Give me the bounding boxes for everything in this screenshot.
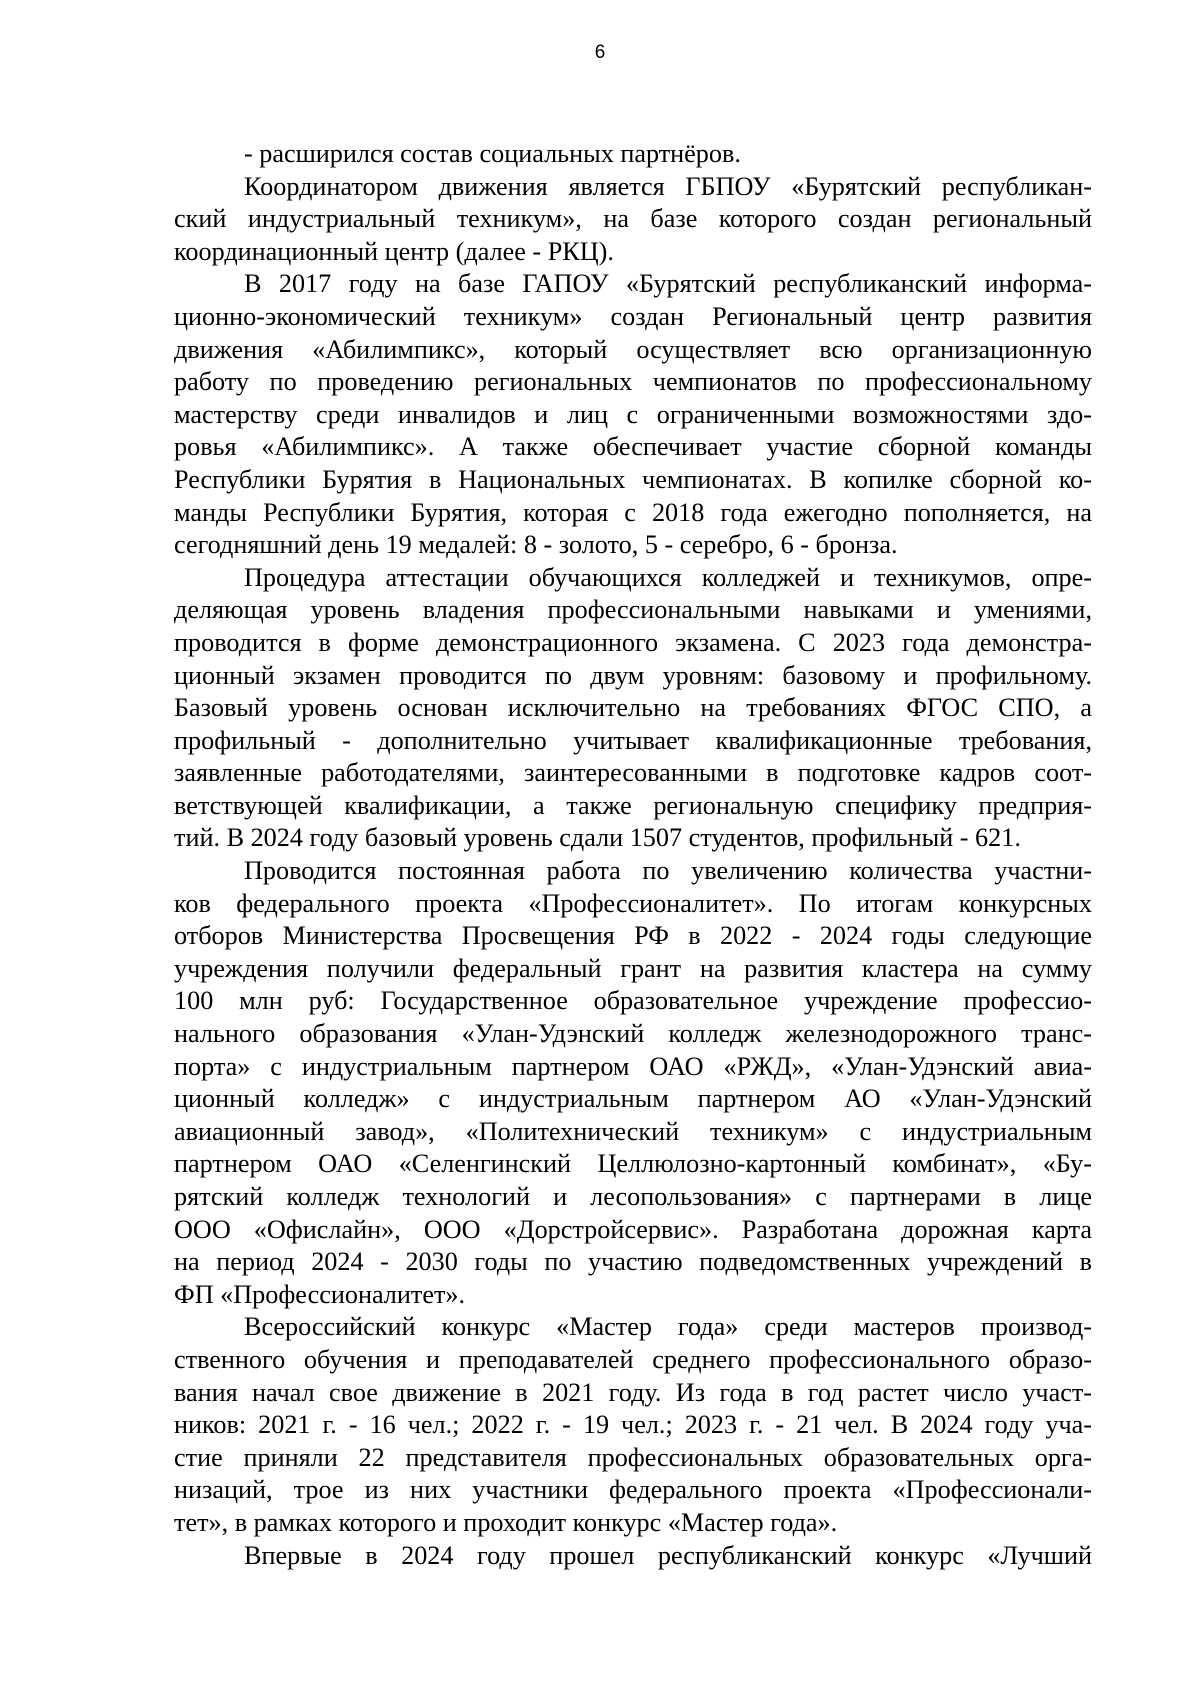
text-line: отборов Министерства Просвещения РФ в 2022 - 2024 годы следующие [174, 921, 1092, 951]
text-line: стие приняли 22 представителя профессиональных образовательных орга- [174, 1442, 1092, 1472]
text-line: проводится в форме демонстрационного экзамена. С 2023 года демонстра- [174, 627, 1092, 657]
text-line: Базовый уровень основан исключительно на требованиях ФГОС СПО, а [174, 693, 1092, 723]
text-line: низаций, трое из них участники федерального проекта «Профессионали- [174, 1475, 1092, 1505]
text-line: 100 млн руб: Государственное образовательное учреждение профессио- [174, 986, 1092, 1016]
text-line: рятский колледж технологий и лесопользования» с партнерами в лице [174, 1182, 1092, 1211]
text-line: вания начал свое движение в 2021 году. Из года в год растет число участ- [174, 1377, 1092, 1407]
paragraph-professionalitet [174, 855, 1092, 1311]
paragraph-best-contest [174, 1540, 1092, 1573]
text-line: ский индустриальный техникум», на базе которого создан региональный [174, 204, 1092, 234]
text-line: ционный колледж» с индустриальным партнером АО «Улан-Удэнский [174, 1084, 1092, 1114]
text-line: Республики Бурятия в Национальных чемпионатах. В копилке сборной ко- [174, 464, 1092, 494]
paragraph-coordinator [174, 171, 1092, 269]
text-line: Всероссийский конкурс «Мастер года» среди мастеров производ- [244, 1312, 1092, 1342]
text-line: порта» с индустриальным партнером ОАО «РЖД», «Улан-Удэнский авиа- [174, 1051, 1092, 1081]
text-line: тет», в рамках которого и проходит конкурс «Мастер года». [174, 1507, 838, 1537]
text-line: сегодняшний день 19 медалей: 8 - золото, 5 - серебро, 6 - бронза. [174, 530, 898, 560]
text-line: ционно-экономический техникум» создан Региональный центр развития [174, 301, 1092, 331]
document-body [174, 138, 1092, 1572]
text-line: ков федерального проекта «Профессионалитет». По итогам конкурсных [174, 888, 1092, 918]
text-line: профильный - дополнительно учитывает квалификационные требования, [174, 725, 1092, 755]
text-line: движения «Абилимпикс», который осуществляет всю организационную [174, 334, 1092, 364]
text-line: ровья «Абилимпикс». А также обеспечивает участие сборной команды [174, 432, 1092, 462]
text-line: ООО «Офислайн», ООО «Дорстройсервис». Разработана дорожная карта [174, 1214, 1092, 1244]
text-line: Проводится постоянная работа по увеличению количества участни- [244, 856, 1092, 886]
text-line: учреждения получили федеральный грант на развития кластера на сумму [174, 953, 1092, 983]
paragraph-partners [174, 138, 1092, 171]
text-line: партнером ОАО «Селенгинский Целлюлозно-картонный комбинат», «Бу- [174, 1149, 1092, 1179]
text-line: ветствующей квалификации, а также региональную специфику предприя- [174, 790, 1092, 820]
text-line: тий. В 2024 году базовый уровень сдали 1507 студентов, профильный - 621. [174, 823, 1021, 853]
text-line: координационный центр (далее - РКЦ). [174, 236, 614, 266]
text-line: манды Республики Бурятия, которая с 2018 года ежегодно пополняется, на [174, 497, 1092, 527]
text-line: нального образования «Улан-Удэнский колледж железнодорожного транс- [174, 1019, 1092, 1049]
text-line: мастерству среди инвалидов и лиц с ограниченными возможностями здо- [174, 399, 1092, 429]
text-line: деляющая уровень владения профессиональными навыками и умениями, [174, 595, 1092, 625]
text-line: заявленные работодателями, заинтересованными в подготовке кадров соот- [174, 758, 1092, 788]
text-line: Координатором движения является ГБПОУ «Бурятский республикан- [244, 171, 1092, 201]
text-line: В 2017 году на базе ГАПОУ «Бурятский республиканский информа- [244, 269, 1092, 299]
text-line: на период 2024 - 2030 годы по участию подведомственных учреждений в [174, 1247, 1092, 1277]
text-line: работу по проведению региональных чемпионатов по профессиональному [174, 367, 1092, 397]
text-line: ственного обучения и преподавателей среднего профессионального образо- [174, 1344, 1092, 1374]
text-line: ников: 2021 г. - 16 чел.; 2022 г. - 19 чел.; 2023 г. - 21 чел. В 2024 году уча- [174, 1410, 1092, 1440]
paragraph-attestation [174, 562, 1092, 855]
paragraph-master-of-year [174, 1311, 1092, 1539]
text-line: Процедура аттестации обучающихся колледжей и техникумов, опре- [244, 562, 1092, 592]
paragraph-abilympics [174, 268, 1092, 561]
page-number: 6 [594, 42, 606, 63]
text-line: ционный экзамен проводится по двум уровням: базовому и профильному. [174, 660, 1092, 690]
text-line: ФП «Профессионалитет». [174, 1279, 466, 1309]
text-line: - расширился состав социальных партнёров. [244, 139, 741, 168]
text-line: авиационный завод», «Политехнический техникум» с индустриальным [174, 1116, 1092, 1146]
text-line: Впервые в 2024 году прошел республиканский конкурс «Лучший [244, 1540, 1092, 1570]
